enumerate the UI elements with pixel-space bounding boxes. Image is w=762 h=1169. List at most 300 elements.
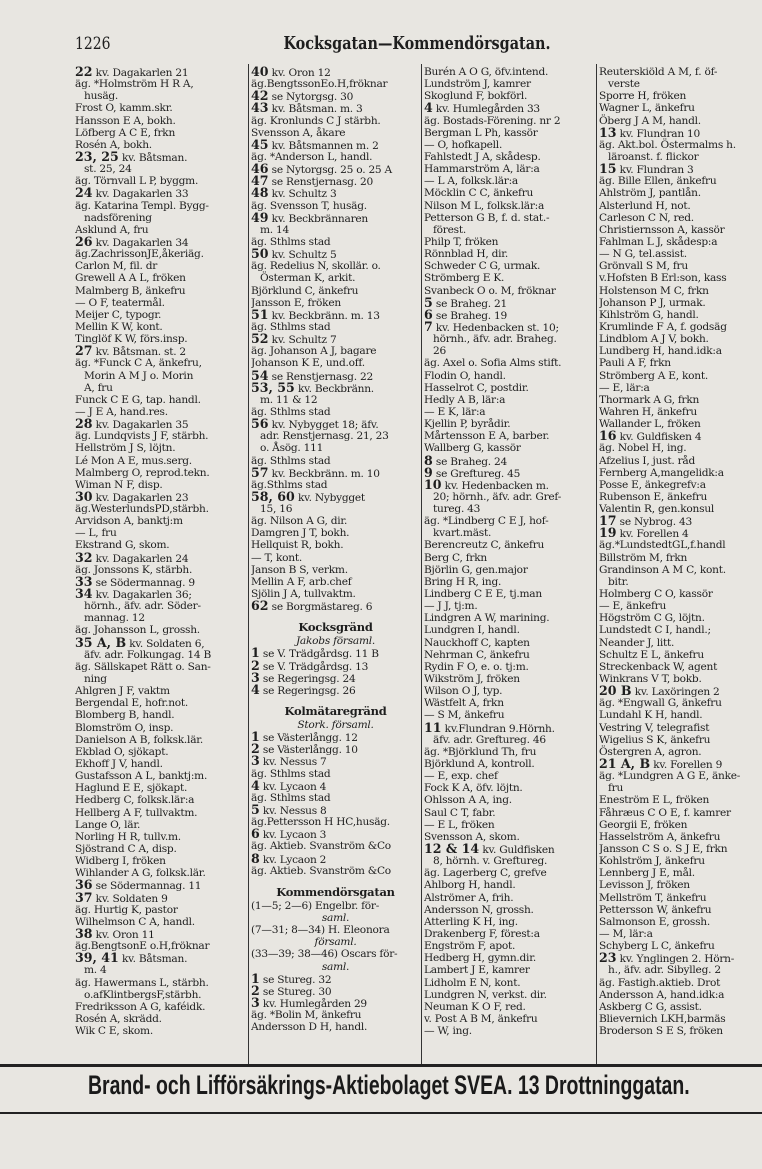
entry-text: äg. Svensson T, husäg.: [251, 199, 367, 212]
entry-text: kv. Båtsman.: [121, 953, 188, 966]
entry-text: äg. Bostads-Förening. nr 2: [424, 114, 561, 127]
address-entry: [599, 758, 762, 770]
entry-text: äg.*LundstedtGL,f.handl: [599, 539, 726, 552]
resident-entry: [599, 455, 762, 467]
resident-entry: [424, 115, 595, 127]
entry-text: äg. *Anderson L, handl.: [251, 150, 373, 163]
entry-text: kv. Båtsman. st. 2: [95, 346, 186, 359]
resident-entry: [599, 357, 762, 369]
entry-text: Damgren J T, bokh.: [251, 527, 350, 540]
entry-text: Reuterskiöld A M, f. öf-: [599, 66, 718, 78]
entry-text: Wagner L, änkefru: [599, 102, 695, 115]
entry-text: — O, hofkapell.: [424, 138, 503, 151]
entry-text: Lundgren N, verkst. dir.: [424, 988, 547, 1001]
resident-entry: [75, 394, 246, 406]
resident-entry: [424, 285, 595, 297]
entry-text: Mårtensson E A, barber.: [424, 430, 550, 443]
entry-text: — E L, fröken: [424, 818, 495, 831]
resident-entry: [75, 1001, 246, 1013]
house-number: 50: [251, 246, 269, 262]
directory-column-3: [424, 66, 595, 1037]
entry-text: kv. Guldfisken: [482, 844, 555, 856]
entry-text: äg. Aktieb. Svanström &Co: [251, 864, 391, 877]
house-number: 21 A, B: [599, 756, 651, 772]
entry-text: Morin A M J o. Morin: [84, 369, 194, 382]
entry-text: se Renstjernasg. 22: [271, 370, 373, 383]
address-entry: [251, 136, 420, 152]
entry-text: (1—5; 2—6) Engelbr. för-: [251, 899, 380, 912]
house-number: 34: [75, 586, 93, 602]
resident-entry: [75, 442, 246, 454]
resident-entry: [251, 588, 420, 600]
resident-entry: [424, 212, 595, 224]
entry-text: Hellquist R, bokh.: [251, 539, 344, 552]
entry-text: äg. Nilson A G, dir.: [251, 515, 348, 528]
street-heading: Kocksgränd: [298, 620, 373, 635]
entry-text: äg. Sällskapet Rätt o. San-: [75, 660, 211, 673]
resident-entry: [75, 455, 246, 467]
entry-text: Hedberg C, folksk.lär:a: [75, 794, 195, 807]
address-entry: [75, 66, 246, 78]
parish-note: saml.: [321, 912, 350, 924]
resident-entry: [599, 624, 762, 636]
resident-entry: [251, 816, 420, 828]
entry-text: Hedly A B, lär:a: [424, 393, 506, 406]
resident-entry: [424, 612, 595, 624]
entry-text: kv. Nybygget: [297, 491, 365, 504]
resident-entry: [251, 442, 420, 454]
entry-text: nadsförening: [84, 211, 152, 224]
entry-text: m. 14: [260, 223, 290, 236]
entry-text: Nilson M L, folksk.lär:a: [424, 199, 545, 212]
resident-entry: [424, 564, 595, 576]
resident-entry: [75, 1025, 246, 1037]
entry-text: Fock K A, öfv. löjtn.: [424, 782, 523, 795]
resident-entry: [251, 768, 420, 780]
resident-entry: [424, 649, 595, 661]
address-entry: [251, 418, 420, 430]
entry-text: Möcklin C C, änkefru: [424, 187, 534, 200]
address-entry: [251, 994, 420, 1010]
resident-entry: [424, 78, 595, 90]
entry-text: v.Hofsten B Erl:son, kass: [599, 272, 727, 285]
entry-text: kv. Nessus 7: [262, 756, 327, 769]
resident-entry: [424, 248, 595, 260]
entry-text: Öberg J A M, handl.: [599, 114, 701, 127]
resident-entry: [251, 900, 420, 912]
entry-text: äfv. adr. Folkungag. 14 B: [84, 648, 212, 661]
address-entry: [251, 333, 420, 345]
address-entry: [424, 476, 595, 492]
address-entry: [251, 90, 420, 102]
resident-entry: [599, 539, 762, 551]
entry-text: kv. Dagakarlen 35: [95, 419, 189, 432]
resident-entry: [251, 924, 420, 936]
entry-text: — M, lär:a: [599, 927, 653, 940]
resident-entry: [599, 467, 762, 479]
entry-text: Fåhræus C O E, f. kamrer: [599, 806, 731, 819]
address-entry: [251, 187, 420, 199]
entry-text: Drakenberg F, förest:a: [424, 927, 540, 940]
entry-text: Wilson O J, typ.: [424, 685, 503, 698]
entry-text: Afzelius I, just. råd: [599, 454, 696, 467]
resident-entry: [599, 260, 762, 272]
resident-entry: [251, 345, 420, 357]
entry-text: h., äfv. adr. Sibylleg. 2: [608, 964, 721, 977]
entry-text: Wallander L, fröken: [599, 418, 701, 431]
address-entry: [599, 685, 762, 697]
resident-entry: [251, 503, 420, 515]
entry-text: — T, kont.: [251, 551, 302, 564]
entry-text: kv. Båtsman. m. 3: [271, 103, 363, 116]
entry-text: kv. Beckbränn. m. 10: [271, 467, 380, 480]
entry-text: Hasselström A, änkefru: [599, 830, 721, 843]
resident-entry: [424, 151, 595, 163]
house-number: 26: [75, 233, 93, 249]
entry-text: Janson B S, verkm.: [251, 563, 348, 576]
house-number: 1: [251, 729, 260, 745]
entry-text: äg. Sthlms stad: [251, 767, 331, 780]
entry-text: äg.BengtssonEo.H,fröknar: [251, 78, 388, 91]
house-number: 52: [251, 331, 269, 347]
entry-text: äg. Sthlms stad: [251, 405, 331, 418]
entry-text: Grandinson A M C, kont.: [599, 563, 726, 576]
resident-entry: [424, 187, 595, 199]
entry-text: äg. Kronlunds C J stärbh.: [251, 114, 381, 127]
resident-entry: [75, 175, 246, 187]
entry-text: kv. Soldaten 9: [95, 892, 168, 905]
entry-text: Björlin G, gen.major: [424, 563, 528, 576]
resident-entry: [599, 722, 762, 734]
entry-text: kv. Humlegården 29: [262, 997, 367, 1010]
resident-entry: [599, 102, 762, 114]
resident-entry: [424, 345, 595, 357]
entry-text: Strömberg A E, kont.: [599, 369, 708, 382]
resident-entry: [599, 770, 762, 782]
directory-column-2: [251, 66, 420, 1033]
entry-text: kv. Dagakarlen 36;: [95, 589, 192, 602]
address-entry: [251, 66, 420, 78]
resident-entry: [75, 321, 246, 333]
entry-text: Blomström O, insp.: [75, 721, 174, 734]
resident-entry: [424, 272, 595, 284]
address-entry: [251, 600, 420, 612]
entry-text: Neuman K O F, red.: [424, 1000, 526, 1013]
entry-text: Mellin A F, arb.chef: [251, 575, 352, 588]
page-number: 1226: [75, 34, 111, 54]
resident-entry: [424, 904, 595, 916]
resident-entry: [75, 904, 246, 916]
house-number: 7: [424, 318, 433, 334]
resident-entry: [424, 758, 595, 770]
resident-entry: [424, 588, 595, 600]
resident-entry: [424, 709, 595, 721]
entry-text: Holmberg C O, kassör: [599, 588, 713, 601]
house-number: 11: [424, 719, 442, 735]
entry-text: äg. Bille Ellen, änkefru: [599, 175, 717, 188]
resident-entry: [75, 661, 246, 673]
house-number: 36: [75, 877, 93, 893]
resident-entry: [251, 78, 420, 90]
entry-text: Billström M, frkn: [599, 551, 688, 564]
entry-text: Hansson E A, bokh.: [75, 114, 176, 127]
entry-text: kv. Dagakarlen 23: [95, 491, 189, 504]
house-number: 30: [75, 488, 93, 504]
entry-text: kv. Lycaon 3: [262, 829, 327, 842]
entry-text: Norling H R, tullv.m.: [75, 830, 181, 843]
entry-text: Ahlborg H, handl.: [424, 879, 516, 892]
entry-text: Pauli A F, frkn: [599, 357, 671, 370]
resident-entry: [75, 697, 246, 709]
resident-entry: [424, 600, 595, 612]
entry-text: Rönnblad H, dir.: [424, 248, 509, 261]
address-entry: [251, 209, 420, 225]
directory-column-1: [75, 66, 246, 1037]
resident-entry: [75, 964, 246, 976]
entry-text: se Nytorgsg. 30: [271, 91, 354, 104]
resident-entry: [424, 370, 595, 382]
banner-rule-bottom: [0, 1112, 762, 1114]
entry-text: kv.Flundran 9.Hörnh.: [444, 722, 555, 735]
resident-entry: [599, 175, 762, 187]
resident-entry: [75, 794, 246, 806]
entry-text: Jansson C S o. S J E, frkn: [599, 843, 728, 855]
resident-entry: [424, 952, 595, 964]
entry-text: Fahlman L J, skådesp:a: [599, 235, 718, 248]
resident-entry: [75, 564, 246, 576]
house-number: 1: [251, 645, 260, 661]
entry-text: Nehrman C, änkefru: [424, 648, 530, 661]
entry-text: Wahren H, änkefru: [599, 405, 697, 418]
entry-text: Ohlsson A A, ing.: [424, 794, 512, 807]
entry-text: äg. *Bolin M, änkefru: [251, 1009, 362, 1022]
house-number: 13: [599, 124, 617, 140]
entry-text: Krumlinde F A, f. godsäg: [599, 320, 727, 333]
resident-entry: [424, 406, 595, 418]
resident-entry: [599, 916, 762, 928]
entry-text: Lindberg C E E, tj.man: [424, 588, 542, 601]
entry-text: o.afKlintbergsF,stärbh.: [84, 988, 202, 1001]
resident-entry: [424, 175, 595, 187]
entry-text: — L, fru: [75, 527, 117, 540]
parish-note: Jakobs församl.: [295, 635, 376, 648]
resident-entry: [424, 1025, 595, 1037]
entry-text: kv. Dagakarlen 34: [95, 236, 189, 249]
resident-entry: [599, 940, 762, 952]
house-number: 3: [251, 994, 260, 1010]
house-number: 22: [75, 66, 93, 79]
resident-entry: [599, 576, 762, 588]
resident-entry: [599, 904, 762, 916]
entry-text: Lennberg J E, mål.: [599, 867, 695, 880]
resident-entry: [75, 479, 246, 491]
house-number: 47: [251, 173, 269, 189]
resident-entry: [75, 867, 246, 879]
resident-entry: [599, 831, 762, 843]
entry-text: äg. *Engwall G, änkefru: [599, 697, 722, 710]
entry-text: 26: [433, 345, 446, 358]
entry-text: kv. Schultz 3: [271, 188, 337, 201]
house-number: 4: [424, 100, 433, 116]
resident-entry: [251, 321, 420, 333]
entry-text: Johanson P J, urmak.: [599, 296, 706, 309]
address-entry: [251, 828, 420, 840]
entry-text: Österman K, arkit.: [260, 272, 356, 285]
entry-text: Arvidson A, banktj:m: [75, 515, 183, 528]
house-number: 49: [251, 209, 269, 225]
resident-entry: [599, 1013, 762, 1025]
resident-entry: [75, 224, 246, 236]
entry-text: Rosén A, bokh.: [75, 138, 152, 151]
resident-entry: [424, 430, 595, 442]
resident-entry: [75, 503, 246, 515]
resident-entry: [424, 977, 595, 989]
entry-text: Funck C E G, tap. handl.: [75, 393, 201, 406]
resident-entry: [424, 673, 595, 685]
resident-entry: [599, 479, 762, 491]
resident-entry: [599, 212, 762, 224]
entry-text: Ekhoff J V, handl.: [75, 758, 163, 771]
entry-text: äfv. adr. Greftureg. 46: [433, 733, 546, 746]
entry-text: Lundström J, kamrer: [424, 78, 531, 91]
entry-text: äg. Sthlms stad: [251, 791, 331, 804]
entry-text: Berencreutz C, änkefru: [424, 539, 545, 552]
address-entry: [75, 879, 246, 891]
resident-entry: [599, 819, 762, 831]
entry-text: Andersson A, hand.idk:a: [599, 988, 725, 1001]
entry-text: äg. Aktieb. Svanström &Co: [251, 840, 391, 853]
resident-entry: [75, 102, 246, 114]
resident-entry: [75, 722, 246, 734]
entry-text: — O F, teatermål.: [75, 296, 165, 309]
entry-text: Fernberg A,mangelidk:a: [599, 466, 724, 479]
resident-entry: [251, 515, 420, 527]
entry-text: se Borgmästareg. 6: [271, 601, 373, 614]
entry-text: (7—31; 8—34) H. Eleonora: [251, 924, 390, 937]
house-number: 43: [251, 100, 269, 116]
address-entry: [251, 970, 420, 986]
resident-entry: [75, 977, 246, 989]
resident-entry: [424, 770, 595, 782]
resident-entry: [75, 163, 246, 175]
resident-entry: [251, 1021, 420, 1033]
house-number: 38: [75, 925, 93, 941]
entry-text: Burén A O G, öfv.intend.: [424, 66, 549, 78]
entry-text: kv. Schultz 5: [271, 249, 337, 262]
entry-text: Posse E, änkegrefv:a: [599, 478, 706, 491]
entry-text: kv. Dagakarlen 24: [95, 552, 189, 565]
entry-text: Carlon M, fil. dr: [75, 260, 158, 273]
entry-text: kv. Beckbränn. m. 13: [271, 309, 380, 322]
address-entry: [424, 719, 595, 735]
entry-text: äg. Sthlms stad: [251, 320, 331, 333]
address-entry: [75, 952, 246, 964]
entry-text: kv. Dagakarlen 21: [95, 67, 189, 79]
entry-text: äg. *Lundgren A G E, änke-: [599, 770, 741, 783]
resident-entry: [424, 879, 595, 891]
resident-entry: [75, 734, 246, 746]
house-number: 54: [251, 367, 269, 383]
resident-entry: [424, 382, 595, 394]
resident-entry: [424, 685, 595, 697]
resident-entry: [75, 248, 246, 260]
entry-text: — L A, folksk.lär:a: [424, 175, 518, 188]
entry-text: se Braheg. 21: [435, 297, 507, 310]
house-number: 1: [251, 970, 260, 986]
entry-text: Asklund A, fru: [75, 223, 149, 236]
entry-text: se Stureg. 32: [262, 973, 332, 986]
resident-entry: [424, 163, 595, 175]
entry-text: Sporre H, fröken: [599, 90, 687, 103]
resident-entry: [75, 515, 246, 527]
address-entry: [251, 657, 420, 673]
entry-text: Hellberg A F, tullvaktm.: [75, 806, 198, 819]
resident-entry: [75, 855, 246, 867]
entry-text: Holstenson M C, frkn: [599, 284, 709, 297]
resident-entry: [599, 418, 762, 430]
address-entry: [75, 345, 246, 357]
resident-entry: [75, 285, 246, 297]
house-number: 4: [251, 777, 260, 793]
entry-text: kv. Nybygget 18; äfv.: [271, 419, 379, 432]
entry-text: Levisson J, fröken: [599, 879, 690, 892]
entry-text: kv. Forellen 9: [653, 759, 723, 772]
resident-entry: [424, 539, 595, 551]
parish-note: församl.: [314, 936, 357, 949]
address-entry: [75, 573, 246, 589]
advertisement-banner: Brand- och Lifförsäkrings-Aktiebolaget SVEA. 13 Drottninggatan.: [88, 1070, 690, 1100]
entry-text: Berg C, frkn: [424, 551, 487, 564]
address-entry: [251, 647, 420, 659]
house-number: 56: [251, 416, 269, 432]
resident-entry: [599, 224, 762, 236]
resident-entry: [75, 782, 246, 794]
entry-text: Andersson D H, handl.: [251, 1021, 368, 1034]
address-entry: [251, 681, 420, 697]
resident-entry: [75, 467, 246, 479]
entry-text: kv. Guldfisken 4: [619, 431, 702, 444]
address-entry: [251, 379, 420, 395]
resident-entry: [424, 624, 595, 636]
resident-entry: [251, 430, 420, 442]
resident-entry: [251, 576, 420, 588]
entry-text: kv. Laxöringen 2: [634, 686, 720, 699]
entry-text: äg. *Holmström H R A,: [75, 78, 194, 91]
resident-entry: [75, 370, 246, 382]
address-entry: [424, 452, 595, 468]
resident-entry: [75, 989, 246, 1001]
house-number: 48: [251, 185, 269, 201]
resident-entry: [251, 260, 420, 272]
address-entry: [251, 464, 420, 480]
address-entry: [251, 669, 420, 685]
entry-text: Valentin R, gen.konsul: [599, 503, 715, 516]
house-number: 6: [424, 306, 433, 322]
resident-entry: [424, 139, 595, 151]
entry-text: Schweder C G, urmak.: [424, 260, 541, 273]
resident-entry: [424, 357, 595, 369]
resident-entry: [599, 442, 762, 454]
house-number: 3: [251, 753, 260, 769]
resident-entry: [75, 807, 246, 819]
entry-text: Sjölin J A, tullvaktm.: [251, 588, 356, 601]
resident-entry: [599, 843, 762, 855]
entry-text: se Regeringsg. 24: [262, 672, 356, 685]
entry-text: Andersson N, grossh.: [424, 903, 534, 916]
entry-text: kv. Ynglingen 2. Hörn-: [619, 953, 735, 966]
house-number: 23: [599, 950, 617, 966]
address-entry: [251, 804, 420, 816]
